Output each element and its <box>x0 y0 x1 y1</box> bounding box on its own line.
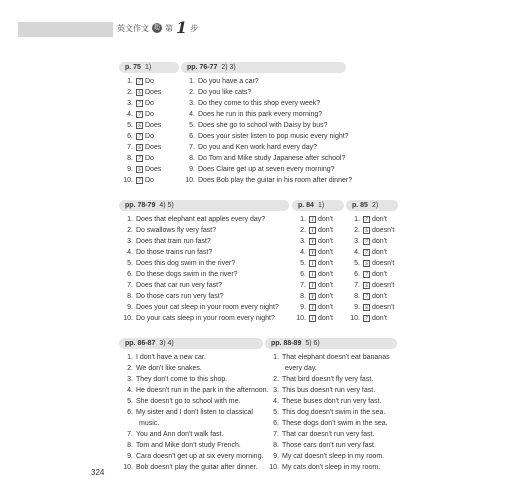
answer-word: don't <box>318 271 333 278</box>
list-item <box>292 214 344 225</box>
section-title: pp. 86-87 <box>125 340 156 347</box>
answer-text: Cara doesn't get up at six every morning. <box>136 453 264 460</box>
section-pp78-79 <box>119 200 289 324</box>
answer-text: Do swallows fly very fast? <box>136 227 217 234</box>
answer-word: don't <box>318 293 333 300</box>
item-number: 7. <box>273 431 279 438</box>
answer-text: He doesn't run in the park in the afternoon. <box>136 387 269 394</box>
list-item <box>346 269 398 280</box>
section-sub: 4) 5) <box>159 202 174 209</box>
list-item <box>292 236 344 247</box>
item-number: 9. <box>127 453 133 460</box>
item-number: 1. <box>300 216 306 223</box>
item-number: 8. <box>273 442 279 449</box>
section-sub: 2) <box>371 202 379 209</box>
list-item <box>265 440 397 451</box>
answer-text: Do those cars run very fast? <box>136 293 224 300</box>
list-item <box>265 374 397 385</box>
section-header <box>265 338 397 349</box>
list-item <box>119 291 289 302</box>
item-number: 6. <box>354 271 360 278</box>
list-item <box>292 280 344 291</box>
answer-text: Does Bob play the guitar in his room after dinner? <box>198 177 353 184</box>
answer-word: doesn't <box>372 304 395 311</box>
section-title: p. 75 <box>125 64 141 71</box>
list-item <box>265 363 397 374</box>
answer-text: Does that train run fast? <box>136 238 211 245</box>
item-number: 4. <box>300 249 306 256</box>
section-header <box>119 200 289 211</box>
header-title <box>117 18 199 37</box>
list-item <box>346 258 398 269</box>
answer-box: 7 <box>136 100 143 107</box>
answer-word: Does <box>145 89 162 96</box>
answer-text: Does that elephant eat apples every day? <box>136 216 266 223</box>
answer-word: Do <box>145 111 154 118</box>
section-p84 <box>292 200 344 324</box>
list-item <box>119 258 289 269</box>
answer-box: 7 <box>136 133 143 140</box>
item-number: 1. <box>354 216 360 223</box>
section-header <box>119 338 263 349</box>
answer-box: 7 <box>136 111 143 118</box>
answer-word: Do <box>145 155 154 162</box>
list-item <box>119 269 289 280</box>
answer-text: Do you and Ken work hard every day? <box>198 144 318 151</box>
list-item <box>119 142 179 153</box>
item-number: 6. <box>127 271 133 278</box>
answer-word: doesn't <box>372 227 395 234</box>
section-header <box>292 200 344 211</box>
list-item <box>119 76 179 87</box>
item-number: 2. <box>127 365 133 372</box>
answer-word: don't <box>318 227 333 234</box>
item-number: 9. <box>127 166 133 173</box>
list-item <box>119 302 289 313</box>
answer-box: S <box>136 166 143 173</box>
answer-box: 7 <box>136 78 143 85</box>
answer-text: Does she go to school with Daisy by bus? <box>198 122 328 129</box>
page-number: 324 <box>91 468 105 477</box>
answer-word: don't <box>318 249 333 256</box>
answer-box: I <box>309 282 316 289</box>
answer-text: Does that car run very fast? <box>136 282 222 289</box>
item-number: 5. <box>273 409 279 416</box>
item-number: 4. <box>127 387 133 394</box>
answer-box: I <box>309 216 316 223</box>
answer-box: 7 <box>136 155 143 162</box>
item-number: 7. <box>127 431 133 438</box>
item-number: 6. <box>273 420 279 427</box>
section-pp76-77 <box>181 62 353 186</box>
answer-box: Y <box>310 238 315 245</box>
list-item <box>119 385 269 396</box>
item-number: 5. <box>127 260 133 267</box>
item-number: 1. <box>127 216 133 223</box>
answer-box: S <box>136 144 143 151</box>
list-item <box>181 76 346 87</box>
list-item <box>292 247 344 258</box>
answer-word: Does <box>145 144 162 151</box>
list-item <box>119 98 179 109</box>
answer-text: Do you have a car? <box>198 78 259 85</box>
item-number: 9. <box>273 453 279 460</box>
answer-box: S <box>363 227 370 234</box>
answer-word: doesn't <box>372 282 395 289</box>
list-item <box>119 214 289 225</box>
list-item <box>119 87 179 98</box>
answer-word: don't <box>372 249 387 256</box>
list-item <box>346 280 398 291</box>
header-step-number: 1 <box>176 18 188 37</box>
answer-word: don't <box>372 293 387 300</box>
answer-text: That elephant doesn't eat bananas <box>282 354 390 361</box>
item-number: 10. <box>123 464 133 471</box>
answer-word: don't <box>318 315 333 322</box>
list-item <box>119 374 263 385</box>
list-item <box>181 153 346 164</box>
section-pp88-89 <box>265 338 397 473</box>
item-number: 10. <box>296 315 306 322</box>
item-number: 7. <box>127 282 133 289</box>
answer-box: 7 <box>363 238 370 245</box>
answer-text: Those cars don't run very fast. <box>282 442 376 449</box>
answer-text: Bob doesn't play the guitar after dinner. <box>136 464 258 471</box>
answer-text: Do those trains run fast? <box>136 249 213 256</box>
list-item <box>265 429 397 440</box>
list-item <box>119 236 289 247</box>
item-number: 7. <box>127 144 133 151</box>
section-title: pp. 76-77 <box>187 64 218 71</box>
list-item <box>292 313 344 324</box>
section-sub: 5) 6) <box>305 340 320 347</box>
section-p85 <box>346 200 398 324</box>
answer-text: Does your sister listen to pop music every night? <box>198 133 349 140</box>
answer-word: don't <box>372 216 387 223</box>
item-number: 2. <box>300 227 306 234</box>
item-number: 9. <box>189 166 195 173</box>
answer-word: don't <box>318 304 333 311</box>
list-item <box>119 109 179 120</box>
header-step-prefix: 第 <box>165 23 173 33</box>
list-item <box>346 214 398 225</box>
item-number: 8. <box>127 442 133 449</box>
item-number: 10. <box>269 464 279 471</box>
answer-word: Does <box>145 122 162 129</box>
answer-text: That car doesn't run very fast. <box>282 431 375 438</box>
item-number: 7. <box>189 144 195 151</box>
item-number: 4. <box>127 111 133 118</box>
section-pp86-87 <box>119 338 269 473</box>
item-number: 6. <box>127 409 133 416</box>
answer-text: That bird doesn't fly very fast. <box>282 376 374 383</box>
item-number: 9. <box>354 304 360 311</box>
answer-box: Y <box>310 293 315 300</box>
item-number: 1. <box>273 354 279 361</box>
list-item <box>181 164 346 175</box>
answer-word: don't <box>318 216 333 223</box>
item-number: 7. <box>354 282 360 289</box>
item-number: 10. <box>123 315 133 322</box>
list-item <box>119 280 289 291</box>
list-item <box>265 451 397 462</box>
list-item <box>292 302 344 313</box>
item-number: 3. <box>300 238 306 245</box>
item-number: 4. <box>354 249 360 256</box>
item-number: 10. <box>185 177 195 184</box>
answer-text: She doesn't go to school with me. <box>136 398 241 405</box>
list-item <box>119 363 263 374</box>
item-number: 5. <box>127 398 133 405</box>
section-sub: 2) 3) <box>221 64 236 71</box>
answer-box: S <box>363 260 370 267</box>
list-item <box>181 120 346 131</box>
list-item <box>119 131 179 142</box>
answer-text: This bus doesn't run very fast. <box>282 387 376 394</box>
item-number: 2. <box>127 89 133 96</box>
answer-word: don't <box>318 238 333 245</box>
item-number: 6. <box>300 271 306 278</box>
list-item <box>119 429 263 440</box>
list-item <box>119 352 263 363</box>
item-number: 3. <box>273 387 279 394</box>
section-header <box>119 62 179 73</box>
answer-text: Do your cats sleep in your room every night? <box>136 315 275 322</box>
answer-word: don't <box>318 282 333 289</box>
section-title: p. 85 <box>352 202 368 209</box>
section-p75 <box>119 62 179 186</box>
answer-text: Do you like cats? <box>198 89 252 96</box>
answer-text: These dogs don't swim in the sea. <box>282 420 388 427</box>
section-sub: 1) <box>144 64 152 71</box>
answer-text: I don't have a new car. <box>136 354 206 361</box>
answer-box: I <box>309 315 316 322</box>
answer-word: Do <box>145 78 154 85</box>
answer-word: Do <box>145 100 154 107</box>
answer-box: S <box>363 304 370 311</box>
item-number: 8. <box>354 293 360 300</box>
answer-word: Do <box>145 177 154 184</box>
list-item <box>346 247 398 258</box>
list-item <box>265 352 397 363</box>
answer-word: don't <box>318 260 333 267</box>
list-item <box>119 120 179 131</box>
answer-word: Does <box>145 166 162 173</box>
answer-text: Tom and Mike don't study French. <box>136 442 241 449</box>
section-sub: 3) 4) <box>159 340 174 347</box>
header-bar <box>18 22 113 37</box>
answer-text: My sister and I don't listen to classical <box>136 409 253 416</box>
answer-box: I <box>309 304 316 311</box>
list-item <box>119 440 263 451</box>
item-number: 3. <box>127 100 133 107</box>
section-header <box>346 200 398 211</box>
list-item <box>265 418 397 429</box>
item-number: 1. <box>189 78 195 85</box>
section-title: pp. 78-79 <box>125 202 156 209</box>
answer-text: music. <box>139 420 160 427</box>
answer-box: Y <box>310 249 315 256</box>
item-number: 4. <box>189 111 195 118</box>
answer-word: don't <box>372 315 387 322</box>
list-item <box>119 313 289 324</box>
item-number: 3. <box>127 376 133 383</box>
list-item <box>346 225 398 236</box>
item-number: 2. <box>273 376 279 383</box>
list-item <box>292 269 344 280</box>
header-book-title: 英文作文 <box>117 23 149 33</box>
list-item <box>181 131 349 142</box>
item-number: 8. <box>127 293 133 300</box>
list-item <box>119 407 263 418</box>
answer-box: S <box>136 89 143 96</box>
answer-text: My cats don't sleep in my room. <box>282 464 381 471</box>
header-step-suffix: 步 <box>190 23 199 33</box>
list-item <box>119 396 263 407</box>
item-number: 8. <box>189 155 195 162</box>
item-number: 2. <box>354 227 360 234</box>
item-number: 6. <box>189 133 195 140</box>
list-item <box>292 225 344 236</box>
list-item <box>346 302 398 313</box>
answer-word: doesn't <box>372 260 395 267</box>
answer-box: 7 <box>363 249 370 256</box>
answer-text: Does Claire get up at seven every morning? <box>198 166 335 173</box>
answer-text: Do Tom and Mike study Japanese after school? <box>198 155 346 162</box>
list-item <box>265 462 397 473</box>
answer-box: 7 <box>363 315 370 322</box>
list-item <box>181 98 346 109</box>
item-number: 10. <box>123 177 133 184</box>
list-item <box>346 313 398 324</box>
item-number: 4. <box>273 398 279 405</box>
list-item <box>181 109 346 120</box>
answer-box: 7 <box>363 271 370 278</box>
answer-text: These buses don't run very fast. <box>282 398 382 405</box>
list-item <box>119 153 179 164</box>
item-number: 5. <box>300 260 306 267</box>
answer-box: S <box>136 122 143 129</box>
section-sub: 1) <box>317 202 325 209</box>
list-item <box>265 407 397 418</box>
answer-text: They don't come to this shop. <box>136 376 228 383</box>
item-number: 5. <box>354 260 360 267</box>
list-item <box>181 142 346 153</box>
item-number: 3. <box>354 238 360 245</box>
list-item <box>119 451 263 462</box>
list-item <box>181 175 353 186</box>
item-number: 1. <box>127 354 133 361</box>
item-number: 8. <box>127 155 133 162</box>
list-item <box>119 418 263 429</box>
item-number: 2. <box>127 227 133 234</box>
item-number: 4. <box>127 249 133 256</box>
answer-word: Do <box>145 133 154 140</box>
list-item <box>119 462 263 473</box>
answer-text: Do they come to this shop every week? <box>198 100 321 107</box>
answer-word: don't <box>372 238 387 245</box>
answer-text: every day. <box>285 365 317 372</box>
answer-box: S <box>363 282 370 289</box>
list-item <box>346 236 398 247</box>
item-number: 5. <box>127 122 133 129</box>
item-number: 7. <box>300 282 306 289</box>
answer-text: We don't like snakes. <box>136 365 202 372</box>
list-item <box>181 87 346 98</box>
item-number: 2. <box>189 89 195 96</box>
item-number: 1. <box>127 78 133 85</box>
answer-box: I <box>309 260 316 267</box>
list-item <box>119 225 289 236</box>
list-item <box>346 291 398 302</box>
answer-box: 7 <box>363 216 370 223</box>
item-number: 5. <box>189 122 195 129</box>
list-item <box>119 247 289 258</box>
answer-text: Do these dogs swim in the river? <box>136 271 238 278</box>
section-title: p. 84 <box>298 202 314 209</box>
answer-text: My cat doesn't sleep in my room. <box>282 453 385 460</box>
item-number: 10. <box>350 315 360 322</box>
list-item <box>292 258 344 269</box>
list-item <box>292 291 344 302</box>
list-item <box>265 385 397 396</box>
item-number: 9. <box>300 304 306 311</box>
list-item <box>265 396 397 407</box>
answer-text: This dog doesn't swim in the sea. <box>282 409 386 416</box>
answer-box: 7 <box>363 293 370 300</box>
header-circle-badge: 超 <box>153 25 160 31</box>
answer-box: I <box>309 271 316 278</box>
section-title: pp. 88-89 <box>271 340 302 347</box>
answer-text: Does this dog swim in the river? <box>136 260 236 267</box>
answer-box: 7 <box>136 177 143 184</box>
item-number: 3. <box>127 238 133 245</box>
answer-box: I <box>309 227 316 234</box>
section-header <box>181 62 346 73</box>
item-number: 6. <box>127 133 133 140</box>
list-item <box>119 164 179 175</box>
item-number: 3. <box>189 100 195 107</box>
answer-text: You and Ann don't walk fast. <box>136 431 224 438</box>
answer-text: Does your cat sleep in your room every night? <box>136 304 279 311</box>
item-number: 8. <box>300 293 306 300</box>
item-number: 9. <box>127 304 133 311</box>
list-item <box>119 175 179 186</box>
answer-text: Does he run in this park every morning? <box>198 111 323 118</box>
answer-word: don't <box>372 271 387 278</box>
